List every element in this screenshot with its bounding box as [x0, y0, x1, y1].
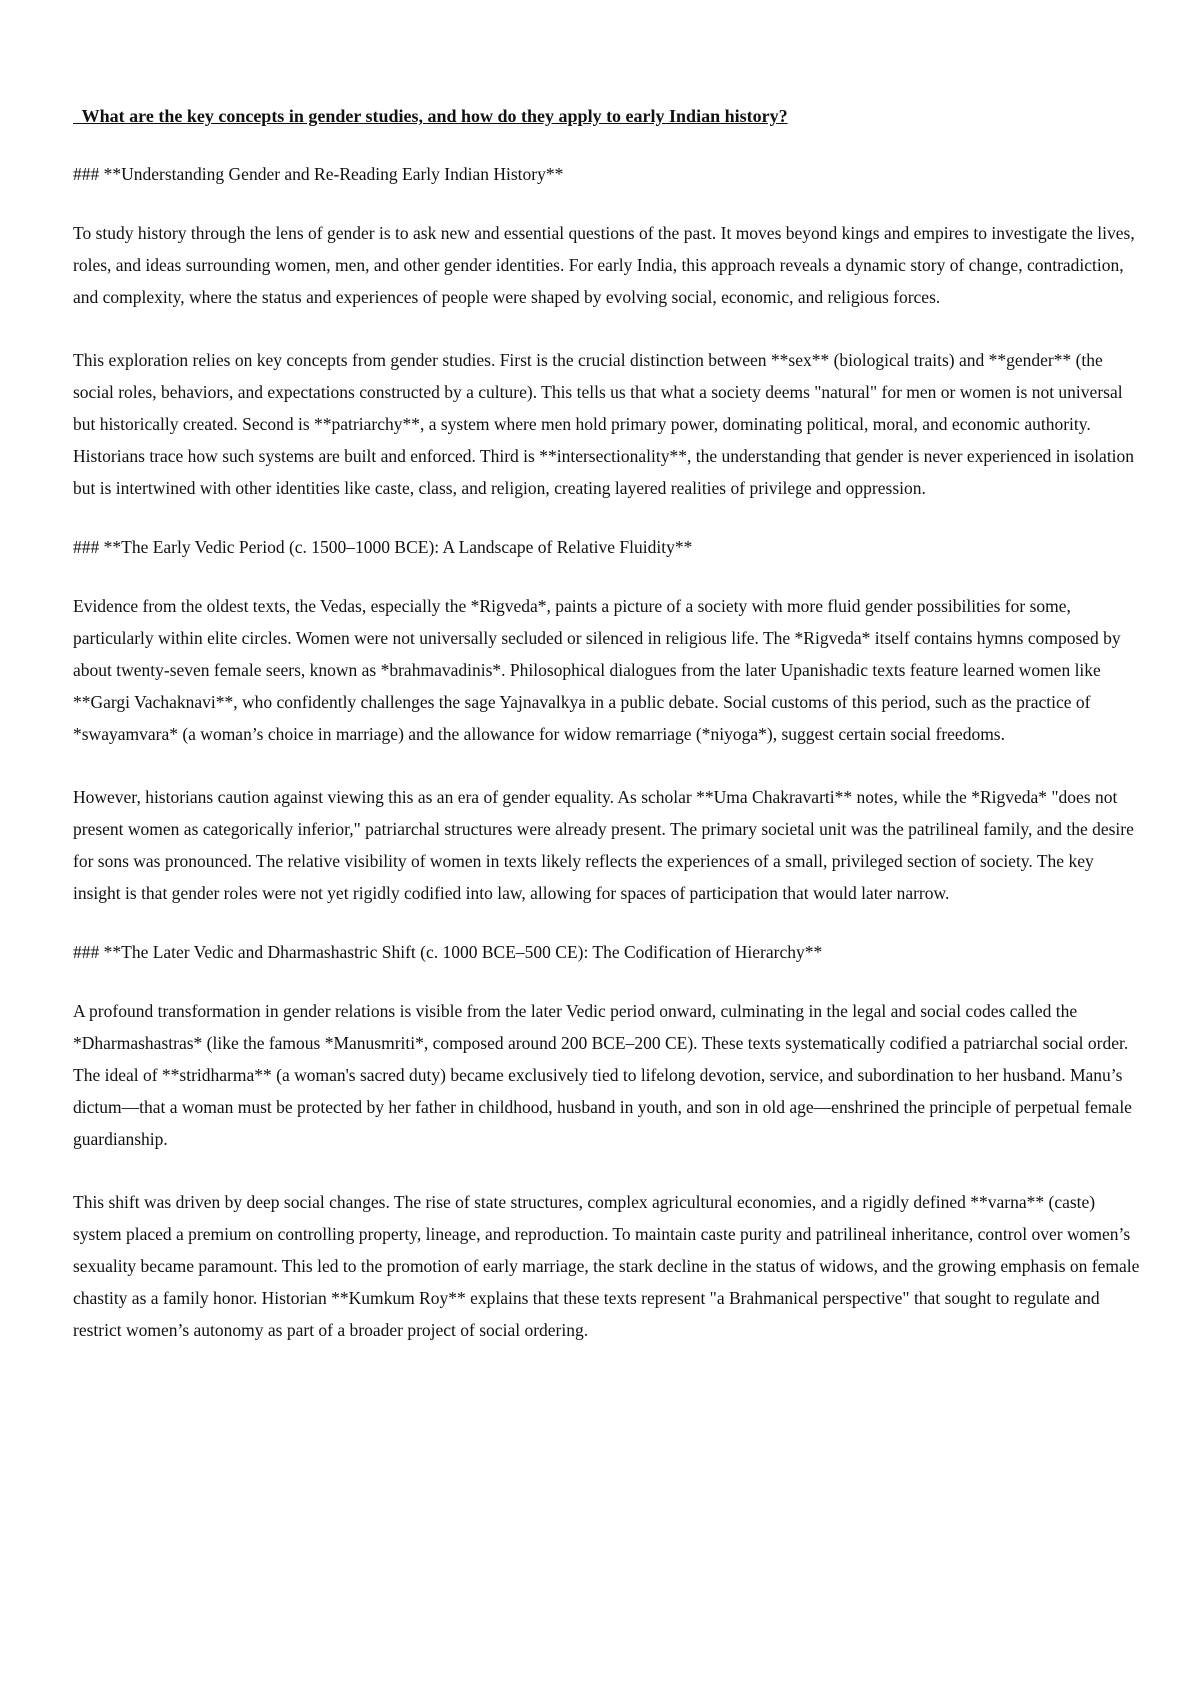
section-heading: ### **Understanding Gender and Re-Reading Early Indian History**	[73, 164, 564, 184]
paragraph: To study history through the lens of gender is to ask new and essential questions of the past. It moves beyond kings and empires to investigate the lives, roles, and ideas surrounding women, men, and other gender identities. For early India, this approach reveals a dynamic story of change, contradiction, and complexity, where the status and experiences of people were shaped by evolving social, economic, and religious forces.	[73, 223, 1135, 307]
paragraph: However, historians caution against viewing this as an era of gender equality. As scholar **Uma Chakravarti** notes, while the *Rigveda* "does not present women as categorically inferior," patriarchal structures were already present. The primary societal unit was the patrilineal family, and the desire for sons was pronounced. The relative visibility of women in texts likely reflects the experiences of a small, privileged section of society. The key insight is that gender roles were not yet rigidly codified into law, allowing for spaces of participation that would later narrow.	[73, 787, 1134, 903]
paragraph: This exploration relies on key concepts from gender studies. First is the crucial distinction between **sex** (biological traits) and **gender** (the social roles, behaviors, and expectations constructed by a culture). This tells us that what a society deems "natural" for men or women is not universal but historically created. Second is **patriarchy**, a system where men hold primary power, dominating political, moral, and economic authority. Historians trace how such systems are built and enforced. Third is **intersectionality**, the understanding that gender is never experienced in isolation but is intertwined with other identities like caste, class, and religion, creating layered realities of privilege and oppression.	[73, 350, 1135, 498]
document-title: What are the key concepts in gender studies, and how do they apply to early Indian history?	[73, 106, 788, 126]
section-heading: ### **The Later Vedic and Dharmashastric Shift (c. 1000 BCE–500 CE): The Codification of Hierarchy**	[73, 942, 823, 962]
paragraph: Evidence from the oldest texts, the Vedas, especially the *Rigveda*, paints a picture of a society with more fluid gender possibilities for some, particularly within elite circles. Women were not universally secluded or silenced in religious life. The *Rigveda* itself contains hymns composed by about twenty-seven female seers, known as *brahmavadinis*. Philosophical dialogues from the later Upanishadic texts feature learned women like **Gargi Vachaknavi**, who confidently challenges the sage Yajnavalkya in a public debate. Social customs of this period, such as the practice of *swayamvara* (a woman’s choice in marriage) and the allowance for widow remarriage (*niyoga*), suggest certain social freedoms.	[73, 596, 1121, 744]
paragraph: A profound transformation in gender relations is visible from the later Vedic period onward, culminating in the legal and social codes called the *Dharmashastras* (like the famous *Manusmriti*, composed around 200 BCE–200 CE). These texts systematically codified a patriarchal social order. The ideal of **stridharma** (a woman's sacred duty) became exclusively tied to lifelong devotion, service, and subordination to her husband. Manu’s dictum—that a woman must be protected by her father in childhood, husband in youth, and son in old age—enshrined the principle of perpetual female guardianship.	[73, 1001, 1132, 1149]
section-heading: ### **The Early Vedic Period (c. 1500–1000 BCE): A Landscape of Relative Fluidity**	[73, 537, 693, 557]
document-page	[73, 104, 1143, 1377]
paragraph: This shift was driven by deep social changes. The rise of state structures, complex agricultural economies, and a rigidly defined **varna** (caste) system placed a premium on controlling property, lineage, and reproduction. To maintain caste purity and patrilineal inheritance, control over women’s sexuality became paramount. This led to the promotion of early marriage, the stark decline in the status of widows, and the growing emphasis on female chastity as a family honor. Historian **Kumkum Roy** explains that these texts represent "a Brahmanical perspective" that sought to regulate and restrict women’s autonomy as part of a broader project of social ordering.	[73, 1192, 1140, 1340]
